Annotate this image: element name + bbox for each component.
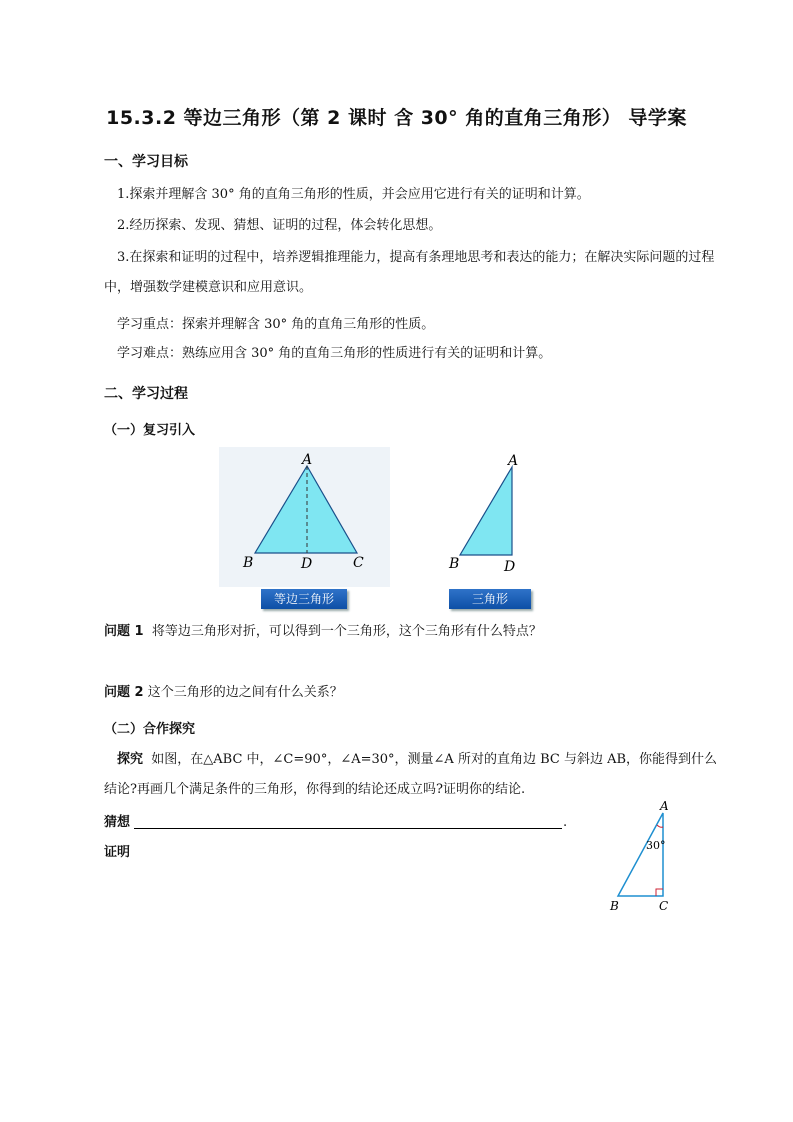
vertex-label-b: B: [449, 556, 460, 572]
guess-line: [104, 810, 130, 836]
question-2-text: 这个三角形的边之间有什么关系？: [147, 685, 343, 700]
half-triangle-shape: [460, 467, 512, 555]
goal-item-2: 2.经历探索、发现、猜想、证明的过程，体会转化思想。: [117, 218, 442, 233]
proof-label: 证明: [104, 845, 131, 860]
page-title: 15.3.2 等边三角形（第 2 课时 含 30° 角的直角三角形） 导学案: [106, 107, 687, 129]
vertex-label-d: D: [504, 559, 516, 575]
subsection-explore: （二）合作探究: [104, 722, 196, 737]
goal-item-1: 1.探索并理解含 30° 角的直角三角形的性质，并会应用它进行有关的证明和计算。: [117, 187, 590, 202]
right-triangle-figure: [605, 797, 685, 917]
goal-item-3: 3.在探索和证明的过程中，培养逻辑推理能力，提高有条理地思考和表达的能力；在解决实际问题的过程中，增强数学建模意识和应用意识。: [104, 250, 715, 295]
right-angle-mark: [656, 889, 663, 896]
guess-label: 猜想: [104, 815, 131, 830]
vertex-label-c: C: [353, 555, 364, 571]
explore-paragraph: [104, 745, 722, 805]
vertex-label-d: D: [301, 556, 313, 572]
proof-line: [104, 840, 130, 866]
vertex-label-b: B: [243, 555, 254, 571]
caption-triangle: 三角形: [449, 589, 531, 609]
guess-blank[interactable]: [134, 812, 562, 829]
right-triangle-shape: [618, 813, 663, 896]
explore-text: 如图，在△ABC 中，∠C=90°，∠A=30°，测量∠A 所对的直角边 BC 与斜边 AB，你能得到什么结论?再画几个满足条件的三角形，你得到的结论还成立吗?证明你的结论.: [104, 752, 718, 797]
guess-period: .: [563, 815, 568, 830]
section-heading-goals: 一、学习目标: [104, 154, 188, 170]
question-1-text: 将等边三角形对折，可以得到一个三角形，这个三角形有什么特点？: [151, 624, 542, 639]
question-2-label: 问题 2: [104, 685, 144, 700]
explore-label: 探究: [117, 752, 144, 767]
question-1-label: 问题 1: [104, 624, 144, 639]
angle-label-30: 30°: [646, 839, 666, 852]
question-1: [104, 619, 542, 645]
question-2: [104, 680, 343, 706]
subsection-review: （一）复习引入: [104, 423, 196, 438]
vertex-label-c: C: [659, 899, 669, 913]
vertex-label-b: B: [610, 899, 619, 913]
angle-arc: [657, 825, 663, 827]
half-triangle-figure: [445, 447, 535, 577]
caption-equilateral: 等边三角形: [261, 589, 347, 609]
equilateral-triangle-shape: [255, 466, 357, 553]
vertex-label-a: A: [508, 453, 519, 469]
key-point: 学习重点：探索并理解含 30° 角的直角三角形的性质。: [117, 317, 435, 332]
vertex-label-a: A: [660, 799, 669, 813]
difficulty-point: 学习难点：熟练应用含 30° 角的直角三角形的性质进行有关的证明和计算。: [117, 346, 552, 361]
section-heading-process: 二、学习过程: [104, 386, 188, 402]
equilateral-triangle-figure: [219, 447, 390, 587]
vertex-label-a: A: [302, 452, 313, 468]
